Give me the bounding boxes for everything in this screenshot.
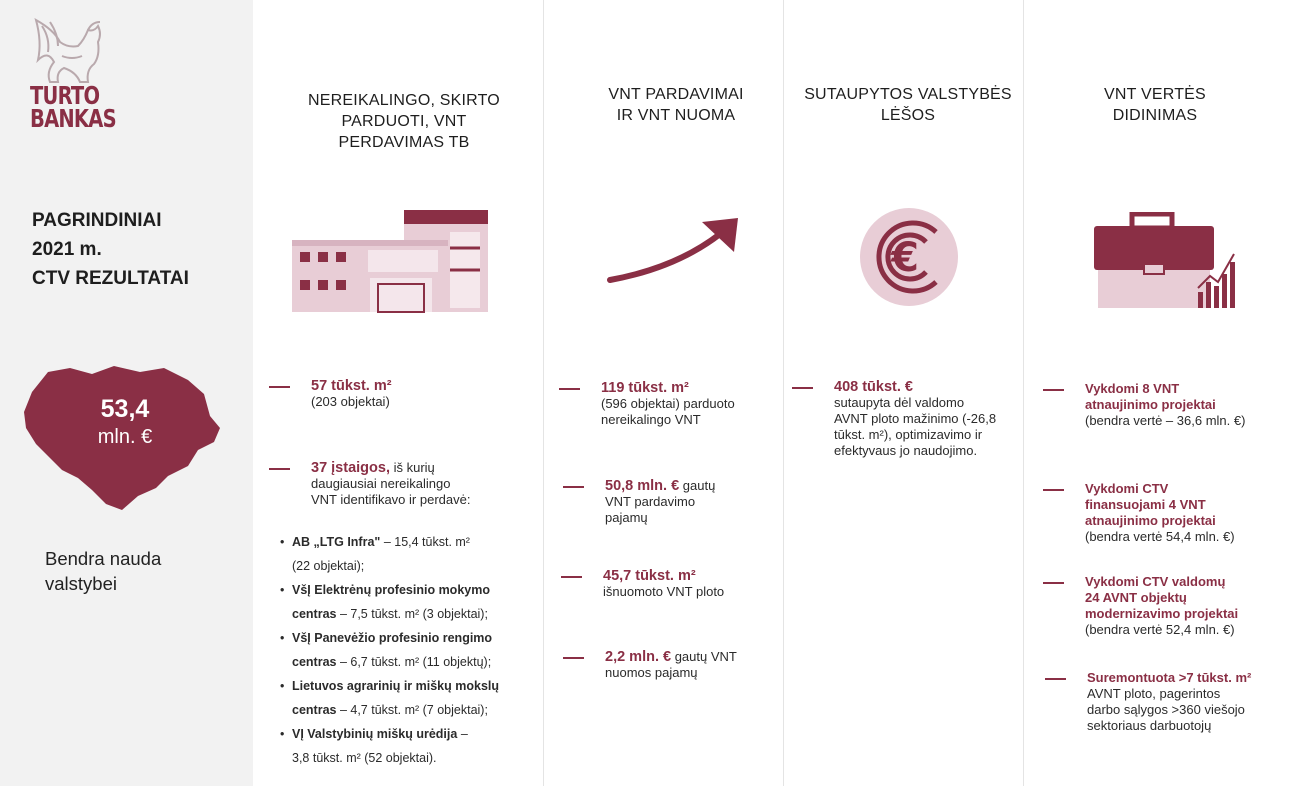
brand-line1: TURTO [30,81,100,110]
brand-wordmark [30,81,116,133]
stat-savings: 408 tūkst. € sutaupyta dėl valdomo AVNT ploto mažinimo (-26,8 tūkst. m²), optimizavimo ir efektyvaus jo naudojimo. [834,379,1024,459]
stat-dash [559,388,580,390]
column-title-value: VNT VERTĖS DIDINIMAS [1104,86,1206,124]
list-item: • VšĮ Panevėžio profesinio rengimo centras – 6,7 tūkst. m² (11 objektų); [280,626,542,674]
brand-line2: BANKAS [30,104,116,133]
column-title-transfer: NEREIKALINGO, SKIRTO PARDUOTI, VNT PERDAVIMAS TB [308,92,500,151]
stat-dash [1043,389,1064,391]
stat-dash [1043,489,1064,491]
map-value: 53,4 [100,395,150,423]
column-title-sales: VNT PARDAVIMAI IR VNT NUOMA [608,86,744,124]
benefit-label: Bendra nauda valstybei [45,548,162,594]
stat-renovation-projects: Vykdomi 8 VNT atnaujinimo projektai (bendra vertė – 36,6 mln. €) [1085,381,1275,429]
stat-dash [1045,678,1066,680]
stat-transferred-area: 57 tūkst. m² (203 objektai) [311,378,531,410]
euro-coin-icon [858,206,960,308]
institution-list [280,530,542,770]
svg-text:€: € [891,235,919,281]
page-title: PAGRINDINIAI 2021 m. CTV REZULTATAI [32,210,189,289]
stat-institutions: 37 įstaigos, iš kurių daugiausiai nereikalingo VNT identifikavo ir perdavė: [311,460,536,508]
column-title-savings: SUTAUPYTOS VALSTYBĖS LĖŠOS [804,86,1012,124]
stat-dash [563,657,584,659]
trend-arrow-icon [606,216,742,288]
column-divider [543,0,544,786]
list-item: • VĮ Valstybinių miškų urėdija – 3,8 tūkst. m² (52 objektai). [280,722,542,770]
stat-sold-area: 119 tūkst. m² (596 objektai) parduoto nereikalingo VNT [601,380,771,428]
stat-modernization-projects: Vykdomi CTV valdomų 24 AVNT objektų modernizavimo projektai (bendra vertė 52,4 mln. €) [1085,574,1275,638]
stat-dash [1043,582,1064,584]
stat-repaired-area: Suremontuota >7 tūkst. m² AVNT ploto, pagerintos darbo sąlygos >360 viešojo sektoriaus darbuotojų [1087,670,1282,734]
stat-financed-projects: Vykdomi CTV finansuojami 4 VNT atnaujinimo projektai (bendra vertė 54,4 mln. €) [1085,481,1275,545]
map-unit: mln. € [97,426,153,448]
list-item: • AB „LTG Infra" – 15,4 tūkst. m² (22 objektai); [280,530,542,578]
stat-dash [792,387,813,389]
list-item: • Lietuvos agrarinių ir miškų mokslų centras – 4,7 tūkst. m² (7 objektai); [280,674,542,722]
stat-dash [563,486,584,488]
stat-rent-income: 2,2 mln. € gautų VNT nuomos pajamų [605,649,775,681]
stat-dash [269,386,290,388]
list-item: • VšĮ Elektrėnų profesinio mokymo centras – 7,5 tūkst. m² (3 objektai); [280,578,542,626]
stat-rented-area: 45,7 tūkst. m² išnuomoto VNT ploto [603,568,773,600]
stat-dash [269,468,290,470]
stat-sales-income: 50,8 mln. € gautų VNT pardavimo pajamų [605,478,775,526]
briefcase-growth-icon [1094,212,1240,310]
building-icon [292,208,492,314]
stat-dash [561,576,582,578]
